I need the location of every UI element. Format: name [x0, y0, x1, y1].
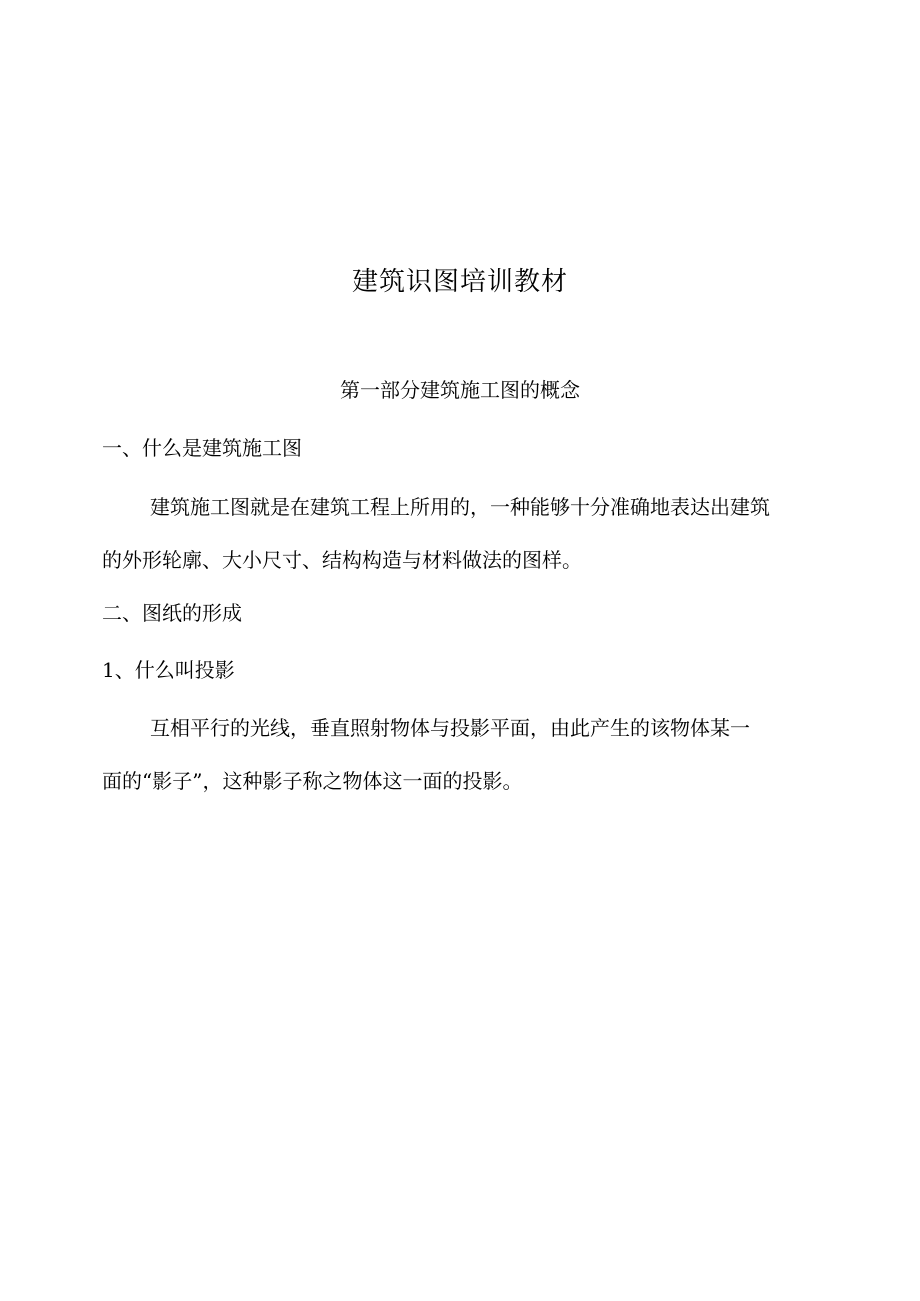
section-paragraph-projection — [102, 702, 814, 808]
section-heading-what-is-construction-drawing: 一、什么是建筑施工图 — [102, 436, 302, 460]
paragraph-line: 建筑施工图就是在建筑工程上所用的，一种能够十分准确地表达出建筑 — [150, 495, 770, 519]
paragraph-line: 互相平行的光线，垂直照射物体与投影平面，由此产生的该物体某一 — [150, 716, 750, 740]
paragraph-line: 的外形轮廓、大小尺寸、结构构造与材料做法的图样。 — [102, 548, 582, 572]
document-title: 建筑识图培训教材 — [351, 267, 568, 297]
section-paragraph-construction-drawing — [102, 481, 814, 587]
section-heading-what-is-projection: 1、什么叫投影 — [102, 658, 235, 682]
part-title: 第一部分建筑施工图的概念 — [340, 378, 580, 402]
section-heading-drawing-formation: 二、图纸的形成 — [102, 601, 242, 625]
paragraph-line: 面的“影子”，这种影子称之物体这一面的投影。 — [102, 769, 523, 793]
